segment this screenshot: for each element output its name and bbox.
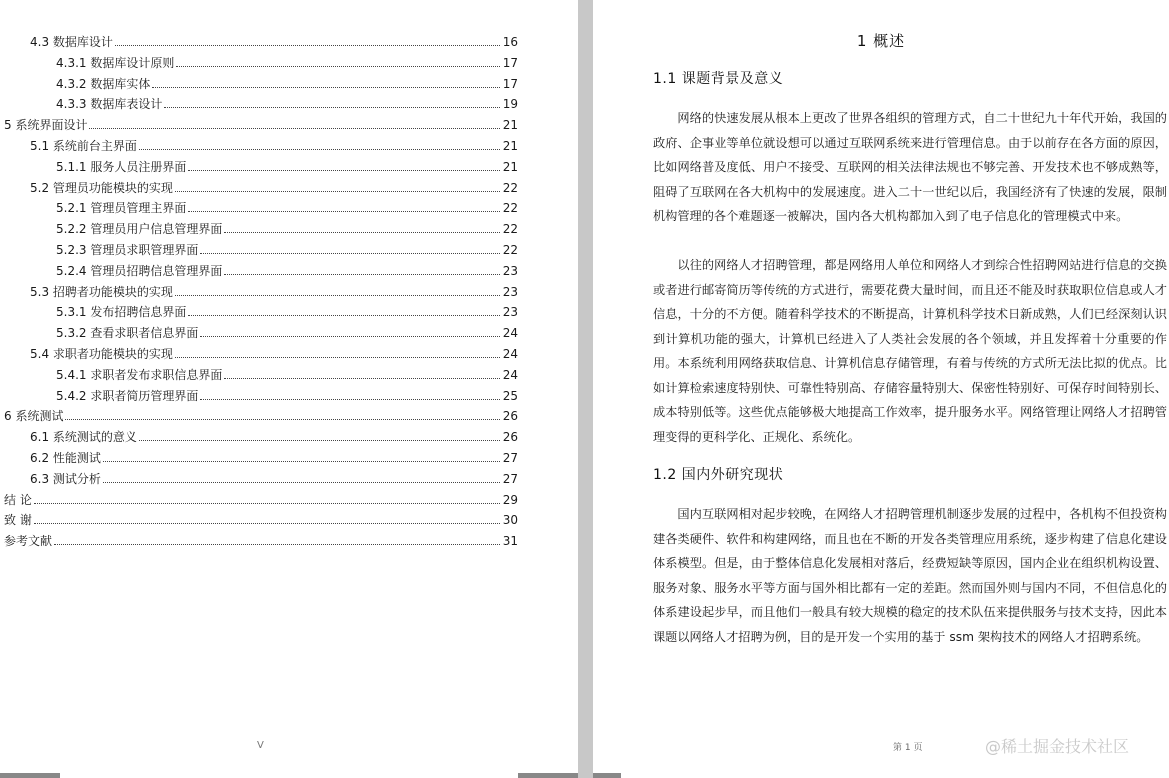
toc-entry-title: 5.3.1 发布招聘信息界面 xyxy=(56,305,187,320)
toc-leader-dots xyxy=(200,336,500,337)
toc-leader-dots xyxy=(200,399,500,400)
toc-entry-page: 23 xyxy=(502,284,518,299)
toc-entry-title: 5.4.2 求职者简历管理界面 xyxy=(56,388,199,403)
toc-entry-title: 5.2.1 管理员管理主界面 xyxy=(56,201,187,216)
toc-entry-title: 5.3 招聘者功能模块的实现 xyxy=(30,284,173,299)
toc-entry-title: 5.1.1 服务人员注册界面 xyxy=(56,159,187,174)
toc-entry-title: 4.3 数据库设计 xyxy=(30,35,113,49)
toc-entry-page: 21 xyxy=(502,139,518,153)
toc-entry[interactable] xyxy=(30,32,518,52)
toc-entry[interactable] xyxy=(56,302,518,322)
toc-entry[interactable] xyxy=(56,365,518,385)
toc-entry-page: 24 xyxy=(502,347,518,361)
paragraph-1: 网络的快速发展从根本上更改了世界各组织的管理方式，自二十世纪九十年代开始，我国的政府、企事业等单位就设想可以通过互联网系统来进行管理信息。由于以前存在各方面的原因，比如网络普及度低、用户不接受、互联网的相关法律法规也不够完善、开发技术也不够成熟等，阻碍了互联网在各大机构中的发展速度。进入二十一世纪以后，我国经济有了快速的发展，限制机构管理的各个难题逐一被解决，国内各大机构都加入到了电子信息化的管理模式中来。 xyxy=(653,111,1167,223)
toc-entry-page: 21 xyxy=(502,118,518,133)
toc-entry[interactable] xyxy=(56,74,518,94)
toc-entry[interactable] xyxy=(4,510,518,530)
toc-entry-page: 30 xyxy=(502,513,518,528)
toc-entry[interactable] xyxy=(4,406,518,426)
toc-entry[interactable] xyxy=(56,323,518,343)
toc-entry-page: 29 xyxy=(502,492,518,507)
toc-entry[interactable] xyxy=(30,282,518,302)
toc-leader-dots xyxy=(188,315,500,316)
page-edge-mark xyxy=(593,773,621,778)
toc-entry-page: 24 xyxy=(502,367,518,382)
toc-entry-title: 结 论 xyxy=(4,492,32,507)
toc-entry-title: 6.2 性能测试 xyxy=(30,451,101,465)
toc-entry[interactable] xyxy=(56,240,518,260)
toc-entry-page: 27 xyxy=(502,451,518,465)
toc-entry-title: 4.3.2 数据库实体 xyxy=(56,76,151,91)
toc-entry-title: 5.4.1 求职者发布求职信息界面 xyxy=(56,367,223,382)
toc-entry-page: 17 xyxy=(502,55,518,70)
page-gutter xyxy=(578,0,593,778)
toc-entry[interactable] xyxy=(30,427,518,447)
paragraph-3: 国内互联网相对起步较晚，在网络人才招聘管理机制逐步发展的过程中，各机构不但投资构建各类硬件、软件和构建网络，而且也在不断的开发各类管理应用系统，逐步构建了信息化建设体系模型。但是，由于整体信息化发展相对落后，经费短缺等原因，国内企业在组织机构设置、服务对象、服务水平等方面与国外相比都有一定的差距。然而国外则与国内不同，不但信息化的体系建设起步早，而且他们一般具有较大规模的稳定的技术队伍来提供服务与技术支持，因此本课题以网络人才招聘为例，目的是开发一个实用的基于 ssm 架构技术的网络人才招聘系统。 xyxy=(653,507,1167,644)
toc-entry-page: 26 xyxy=(502,409,518,424)
toc-entry[interactable] xyxy=(30,344,518,364)
toc-leader-dots xyxy=(34,523,500,524)
toc-leader-dots xyxy=(115,45,500,46)
toc-leader-dots xyxy=(224,378,500,379)
toc-entry-page: 25 xyxy=(502,388,518,403)
toc-entry-title: 5.2.4 管理员招聘信息管理界面 xyxy=(56,263,223,278)
toc-leader-dots xyxy=(89,128,500,129)
toc-page xyxy=(0,0,578,778)
paragraph-2: 以往的网络人才招聘管理，都是网络用人单位和网络人才到综合性招聘网站进行信息的交换或者进行邮寄简历等传统的方式进行，需要花费大量时间，而且还不能及时获取职位信息或人才信息，十分的不方便。随着科学技术的不断提高，计算机科学技术日新成熟，人们已经深刻认识到计算机功能的强大，计算机已经进入了人类社会发展的各个领域，并且发挥着十分重要的作用。本系统利用网络获取信息、计算机信息存储管理，有着与传统的方式所无法比拟的优点。比如计算检索速度特别快、可靠性特别高、存储容量特别大、保密性特别好、可保存时间特别长、成本特别低等。这些优点能够极大地提高工作效率，提升服务水平。网络管理让网络人才招聘管理变得的更科学化、正规化、系统化。 xyxy=(653,258,1167,444)
toc-leader-dots xyxy=(188,211,500,212)
toc-leader-dots xyxy=(139,149,500,150)
toc-entry[interactable] xyxy=(30,178,518,198)
toc-entry[interactable] xyxy=(30,136,518,156)
toc-entry-page: 22 xyxy=(502,243,518,257)
toc-entry[interactable] xyxy=(56,157,518,177)
toc-entry-title: 4.3.1 数据库设计原则 xyxy=(56,55,175,70)
chapter-title: 1 概述 xyxy=(856,32,906,50)
toc-entry-page: 19 xyxy=(502,97,518,112)
toc-entry[interactable] xyxy=(56,94,518,114)
toc-entry-page: 17 xyxy=(502,76,518,91)
toc-leader-dots xyxy=(103,482,500,483)
toc-leader-dots xyxy=(65,419,500,420)
toc-entry-page: 26 xyxy=(502,430,518,445)
toc-entry-page: 23 xyxy=(502,263,518,278)
toc-entry-title: 4.3.3 数据库表设计 xyxy=(56,97,163,112)
toc-leader-dots xyxy=(175,295,500,296)
toc-entry-title: 5.4 求职者功能模块的实现 xyxy=(30,347,173,361)
toc-entry-title: 5.3.2 查看求职者信息界面 xyxy=(56,326,199,341)
section-title-1-1: 1.1 课题背景及意义 xyxy=(653,71,784,87)
toc-leader-dots xyxy=(188,170,500,171)
toc-leader-dots xyxy=(164,107,500,108)
page-edge-mark xyxy=(518,773,578,778)
toc-leader-dots xyxy=(224,274,500,275)
toc-entry[interactable] xyxy=(4,115,518,135)
toc-entry[interactable] xyxy=(56,386,518,406)
toc-entry[interactable] xyxy=(56,53,518,73)
toc-entry[interactable] xyxy=(30,448,518,468)
toc-entry-page: 16 xyxy=(502,35,518,49)
toc-entry-title: 6.3 测试分析 xyxy=(30,471,101,486)
toc-leader-dots xyxy=(175,357,500,358)
toc-leader-dots xyxy=(176,66,500,67)
toc-entry[interactable] xyxy=(30,469,518,489)
toc-leader-dots xyxy=(175,191,500,192)
toc-entry[interactable] xyxy=(56,219,518,239)
toc-entry[interactable] xyxy=(4,531,518,551)
toc-entry-title: 5.2.3 管理员求职管理界面 xyxy=(56,243,199,257)
body-page xyxy=(593,0,1169,778)
toc-entry-title: 6 系统测试 xyxy=(4,409,64,424)
toc-entry-page: 22 xyxy=(502,201,518,216)
toc-leader-dots xyxy=(152,87,500,88)
toc-leader-dots xyxy=(34,503,500,504)
toc-entry-page: 22 xyxy=(502,222,518,237)
toc-leader-dots xyxy=(224,232,500,233)
toc-entry-page: 22 xyxy=(502,180,518,195)
toc-leader-dots xyxy=(54,544,500,545)
toc-entry-title: 5.1 系统前台主界面 xyxy=(30,139,137,153)
toc-leader-dots xyxy=(139,440,500,441)
toc-entry-title: 致 谢 xyxy=(4,513,32,528)
section-title-1-2: 1.2 国内外研究现状 xyxy=(653,467,784,483)
toc-entry-page: 24 xyxy=(502,326,518,341)
watermark: @稀土掘金技术社区 xyxy=(985,737,1130,756)
toc-entry-title: 参考文献 xyxy=(4,534,53,549)
page-footer: 第 1 页 xyxy=(893,743,923,753)
toc-entry-page: 27 xyxy=(502,471,518,486)
toc-entry-title: 5.2.2 管理员用户信息管理界面 xyxy=(56,222,223,237)
toc-entry-title: 5 系统界面设计 xyxy=(4,118,88,133)
toc-entry-title: 5.2 管理员功能模块的实现 xyxy=(30,180,173,195)
toc-entry-page: 31 xyxy=(502,534,518,549)
page-number-left: V xyxy=(257,740,264,751)
toc-entry-page: 23 xyxy=(502,305,518,320)
page-edge-mark xyxy=(0,773,60,778)
toc-leader-dots xyxy=(103,461,500,462)
toc-entry[interactable] xyxy=(4,490,518,510)
toc-entry[interactable] xyxy=(56,198,518,218)
toc-entry-page: 21 xyxy=(502,159,518,174)
toc-entry[interactable] xyxy=(56,261,518,281)
toc-leader-dots xyxy=(200,253,500,254)
toc-entry-title: 6.1 系统测试的意义 xyxy=(30,430,137,445)
